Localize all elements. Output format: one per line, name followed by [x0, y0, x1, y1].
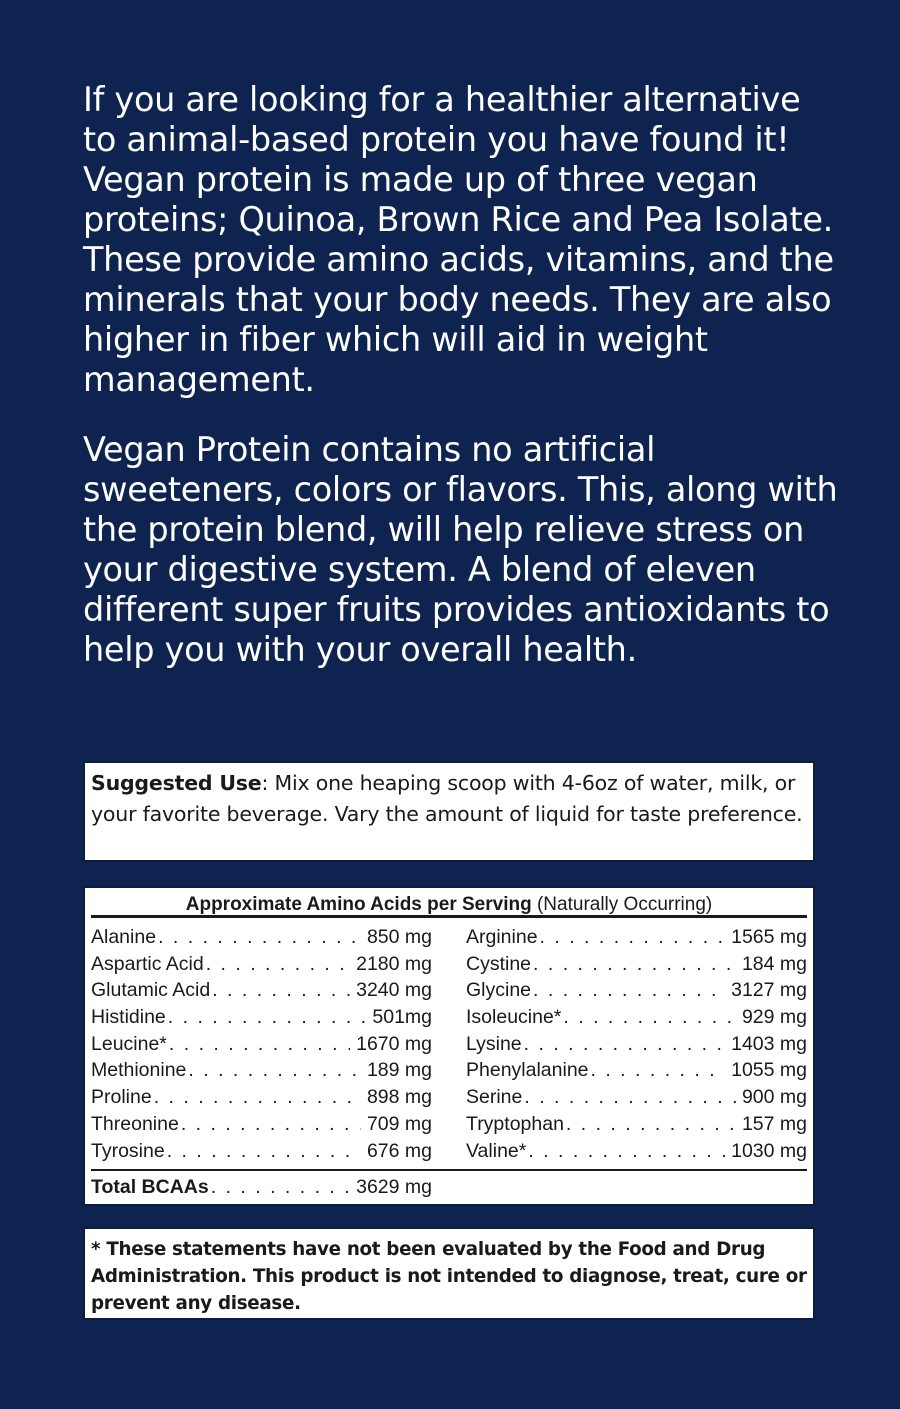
amino-table-title-rest: (Naturally Occurring)	[531, 894, 713, 915]
amino-name: Lysine	[466, 1032, 522, 1055]
amino-name: Histidine	[91, 1006, 166, 1029]
amino-value: 1055 mg	[731, 1059, 807, 1082]
amino-name: Aspartic Acid	[91, 952, 204, 975]
amino-name: Tryptophan	[466, 1112, 564, 1135]
leader-dots	[188, 1057, 361, 1084]
amino-value: 1403 mg	[731, 1032, 807, 1055]
table-row	[91, 951, 432, 978]
amino-value: 1030 mg	[731, 1139, 807, 1162]
leader-dots	[566, 1111, 736, 1138]
table-row	[466, 1084, 807, 1111]
amino-right-column	[466, 924, 807, 1164]
amino-value: 189 mg	[366, 1059, 432, 1082]
amino-name: Arginine	[466, 926, 538, 948]
leader-dots	[591, 1057, 726, 1084]
leader-dots	[533, 977, 725, 1004]
table-row	[91, 1004, 432, 1031]
leader-dots	[158, 924, 361, 951]
fda-disclaimer-text: * These statements have not been evaluated by the Food and Drug Administration. This product is not intended to diagnose, treat, cure or prevent any disease.	[91, 1239, 807, 1314]
amino-value: 898 mg	[366, 1086, 432, 1109]
leader-dots	[168, 1004, 367, 1031]
amino-value: 1670 mg	[356, 1032, 432, 1055]
suggested-use-box	[83, 761, 815, 862]
table-row	[466, 951, 807, 978]
amino-value: 184 mg	[741, 952, 807, 975]
amino-name: Alanine	[91, 926, 157, 948]
amino-value: 676 mg	[366, 1139, 432, 1162]
leader-dots	[563, 1004, 736, 1031]
total-bcaas-value: 3629 mg	[356, 1176, 432, 1199]
total-bcaas-row	[91, 1174, 432, 1201]
amino-acids-table	[83, 886, 815, 1206]
amino-name: Leucine*	[91, 1032, 167, 1055]
table-row	[466, 1111, 807, 1138]
table-row	[91, 1111, 432, 1138]
table-row	[466, 1057, 807, 1084]
leader-dots	[524, 1084, 736, 1111]
table-row	[91, 924, 432, 951]
table-row	[91, 1031, 432, 1058]
intro-text	[83, 80, 843, 670]
table-row	[91, 1084, 432, 1111]
intro-paragraph-2: Vegan Protein contains no artificial sweeteners, colors or flavors. This, along with the protein blend, will help relieve stress on your digestive system. A blend of eleven different super fruits provides antioxidants to help you with your overall health.	[83, 430, 838, 669]
leader-dots	[169, 1031, 350, 1058]
amino-value: 3127 mg	[731, 979, 807, 1002]
intro-paragraph-1: If you are looking for a healthier alternative to animal-based protein you have found it! Vegan protein is made up of three vegan proteins; Quinoa, Brown Rice and Pea Isolate. These provide amino acids, vitamins, and the minerals that your body needs. They are also higher in fiber which will aid in weight management.	[83, 80, 834, 399]
amino-value: 850 mg	[366, 926, 432, 948]
suggested-use-label: Suggested Use	[91, 771, 262, 795]
table-row	[91, 1057, 432, 1084]
total-bcaas-label: Total BCAAs	[91, 1176, 209, 1199]
amino-value: 900 mg	[741, 1086, 807, 1109]
amino-left-column	[91, 924, 432, 1164]
table-row	[466, 1004, 807, 1031]
total-bcaas-section	[91, 1169, 807, 1201]
leader-dots	[181, 1111, 361, 1138]
suggested-use-text: : Mix one heaping scoop with 4-6oz of water, milk, or your favorite beverage. Vary the amount of liquid for taste preference.	[91, 771, 803, 826]
leader-dots	[167, 1138, 361, 1165]
fda-disclaimer-box	[83, 1227, 815, 1320]
amino-value: 3240 mg	[356, 979, 432, 1002]
amino-table-title-bold: Approximate Amino Acids per Serving	[185, 894, 532, 915]
amino-value: 2180 mg	[356, 952, 432, 975]
amino-value: 709 mg	[366, 1112, 432, 1135]
leader-dots	[211, 1174, 350, 1201]
amino-value: 157 mg	[741, 1112, 807, 1135]
amino-name: Tyrosine	[91, 1139, 165, 1162]
amino-value: 929 mg	[741, 1006, 807, 1029]
amino-name: Phenylalanine	[466, 1059, 589, 1082]
amino-value: 1565 mg	[731, 926, 807, 948]
amino-name: Glutamic Acid	[91, 979, 211, 1002]
leader-dots	[154, 1084, 361, 1111]
amino-name: Methionine	[91, 1059, 187, 1082]
table-row	[466, 1031, 807, 1058]
amino-name: Valine*	[466, 1139, 527, 1162]
leader-dots	[540, 924, 726, 951]
amino-name: Cystine	[466, 952, 532, 975]
leader-dots	[524, 1031, 725, 1058]
table-row	[91, 977, 432, 1004]
leader-dots	[533, 951, 736, 978]
table-row	[466, 977, 807, 1004]
amino-name: Isoleucine*	[466, 1006, 562, 1029]
table-row	[466, 1138, 807, 1165]
amino-name: Glycine	[466, 979, 532, 1002]
table-row	[91, 1138, 432, 1165]
leader-dots	[212, 977, 350, 1004]
leader-dots	[528, 1138, 725, 1165]
amino-name: Proline	[91, 1086, 152, 1109]
amino-table-title	[91, 888, 807, 918]
leader-dots	[206, 951, 350, 978]
amino-value: 501mg	[372, 1006, 432, 1029]
amino-name: Serine	[466, 1086, 523, 1109]
amino-name: Threonine	[91, 1112, 179, 1135]
table-row	[466, 924, 807, 951]
